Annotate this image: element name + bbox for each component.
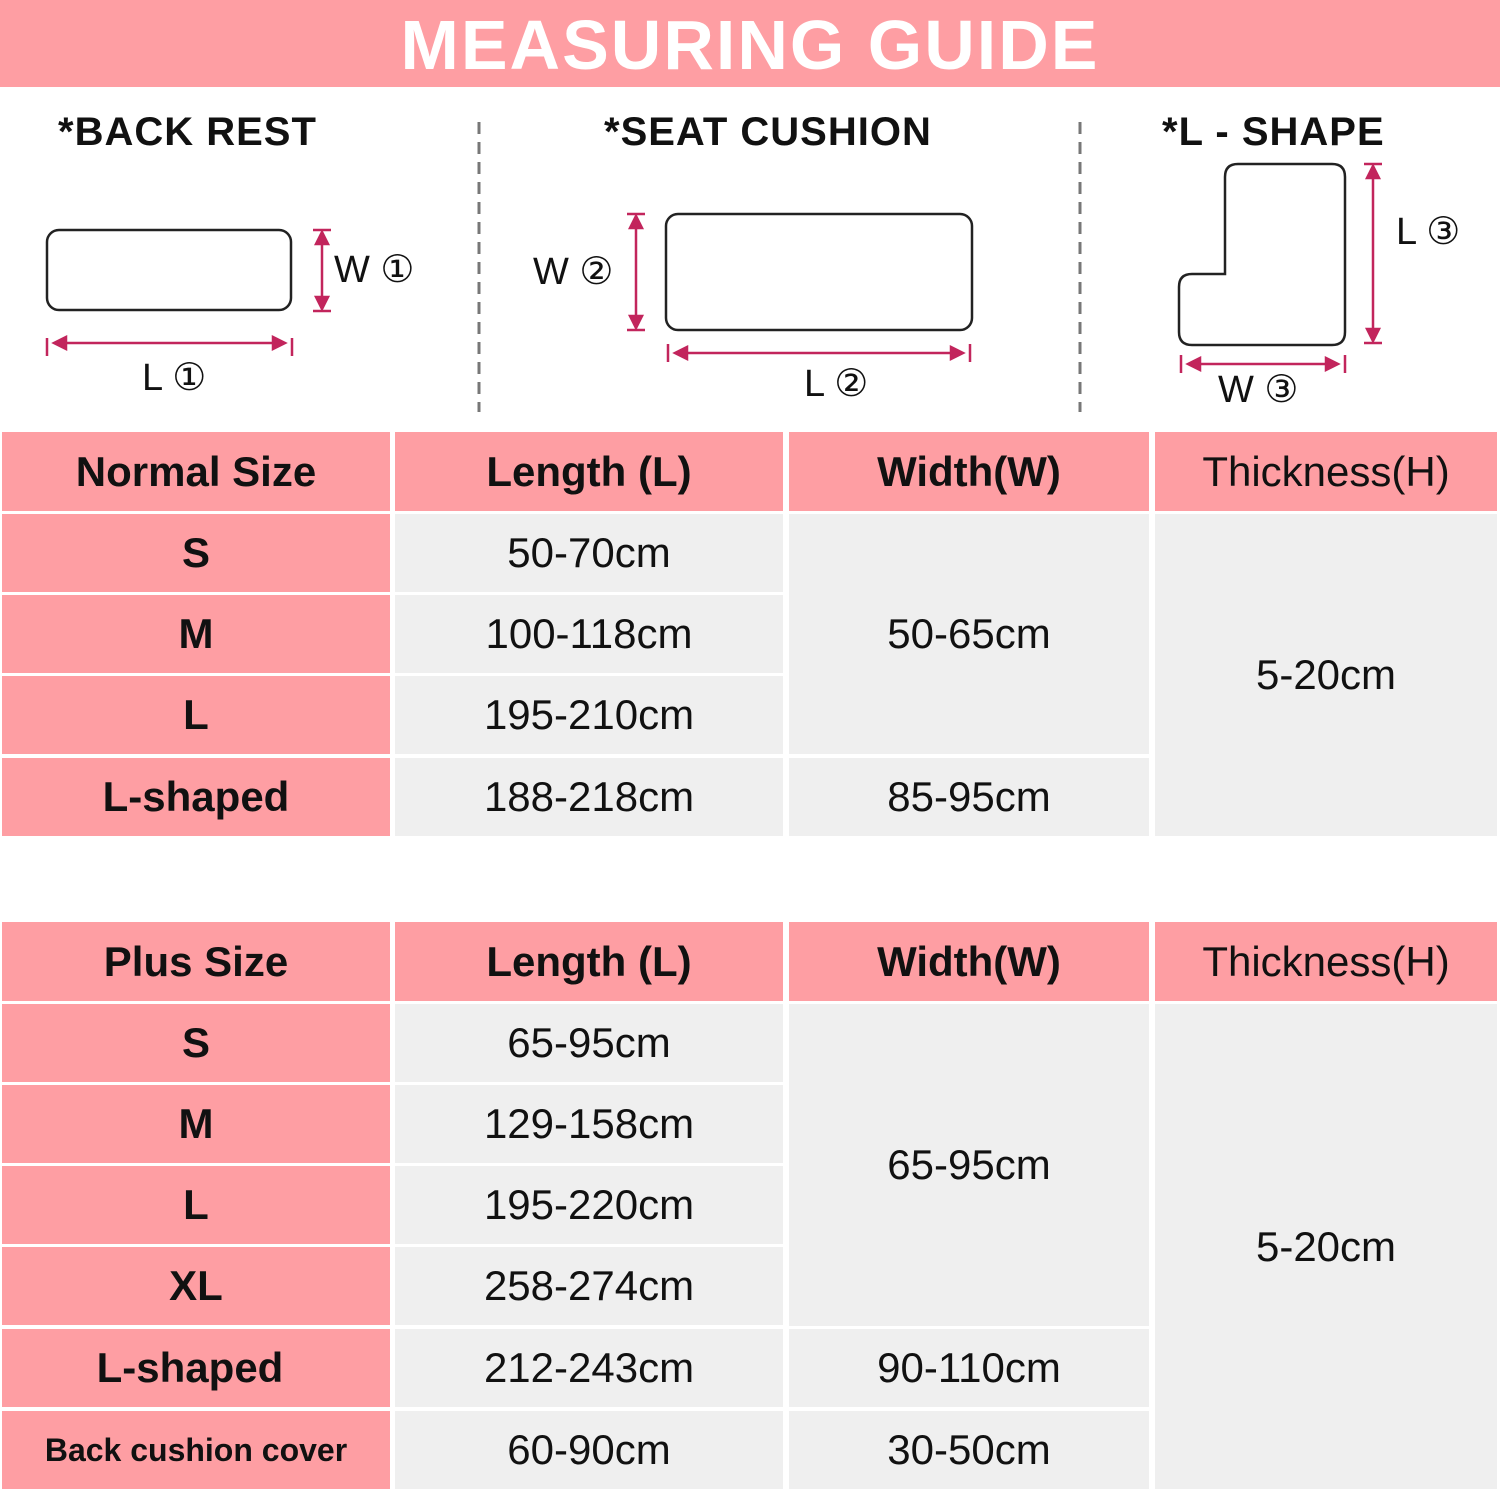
- normal-size-label: L-shaped: [2, 758, 390, 836]
- l-shape-outline: [1179, 164, 1345, 345]
- back-rest-width-label: W ①: [334, 249, 415, 291]
- back-rest-shape: [47, 230, 291, 310]
- normal-header-thickness: Thickness(H): [1155, 432, 1497, 511]
- plus-size-label: L: [2, 1166, 390, 1244]
- normal-thickness-value: 5-20cm: [1155, 514, 1497, 836]
- plus-size-label: Back cushion cover: [2, 1411, 390, 1489]
- plus-size-label: S: [2, 1004, 390, 1082]
- back-rest-width-arrow: [313, 230, 331, 311]
- l-shape-length-label: L ③: [1396, 211, 1461, 253]
- back-rest-length-arrow: [47, 337, 292, 356]
- normal-size-label: M: [2, 595, 390, 673]
- seat-cushion-width-arrow: [627, 214, 645, 330]
- plus-length-value: 212-243cm: [395, 1329, 783, 1407]
- page-title: MEASURING GUIDE: [0, 0, 1500, 87]
- normal-width-value: 50-65cm: [789, 514, 1149, 754]
- normal-length-value: 188-218cm: [395, 758, 783, 836]
- normal-width-value: 85-95cm: [789, 758, 1149, 836]
- seat-cushion-length-label: L ②: [804, 363, 869, 405]
- normal-length-value: 100-118cm: [395, 595, 783, 673]
- plus-length-value: 129-158cm: [395, 1085, 783, 1163]
- normal-header-size: Normal Size: [2, 432, 390, 511]
- plus-thickness-value: 5-20cm: [1155, 1004, 1497, 1489]
- normal-length-value: 50-70cm: [395, 514, 783, 592]
- seat-cushion-shape: [666, 214, 972, 330]
- back-rest-title: *BACK REST: [58, 110, 317, 154]
- seat-cushion-length-arrow: [668, 344, 970, 362]
- l-shape-length-arrow: [1364, 164, 1382, 343]
- plus-header-width: Width(W): [789, 922, 1149, 1001]
- plus-width-value: 30-50cm: [789, 1411, 1149, 1489]
- plus-size-label: L-shaped: [2, 1329, 390, 1407]
- plus-header-length: Length (L): [395, 922, 783, 1001]
- plus-width-value: 90-110cm: [789, 1329, 1149, 1407]
- normal-length-value: 195-210cm: [395, 676, 783, 754]
- plus-size-label: XL: [2, 1247, 390, 1325]
- seat-cushion-width-label: W ②: [533, 251, 614, 293]
- plus-size-label: M: [2, 1085, 390, 1163]
- diagram-drawing: [0, 0, 1500, 430]
- l-shape-width-label: W ③: [1218, 369, 1299, 411]
- normal-size-label: S: [2, 514, 390, 592]
- plus-header-size: Plus Size: [2, 922, 390, 1001]
- l-shape-title: *L - SHAPE: [1162, 110, 1385, 154]
- seat-cushion-title: *SEAT CUSHION: [604, 110, 932, 154]
- plus-width-value: 65-95cm: [789, 1004, 1149, 1326]
- normal-header-width: Width(W): [789, 432, 1149, 511]
- normal-header-length: Length (L): [395, 432, 783, 511]
- plus-length-value: 65-95cm: [395, 1004, 783, 1082]
- plus-length-value: 258-274cm: [395, 1247, 783, 1325]
- plus-header-thickness: Thickness(H): [1155, 922, 1497, 1001]
- normal-size-label: L: [2, 676, 390, 754]
- plus-length-value: 60-90cm: [395, 1411, 783, 1489]
- back-rest-length-label: L ①: [142, 357, 207, 399]
- plus-length-value: 195-220cm: [395, 1166, 783, 1244]
